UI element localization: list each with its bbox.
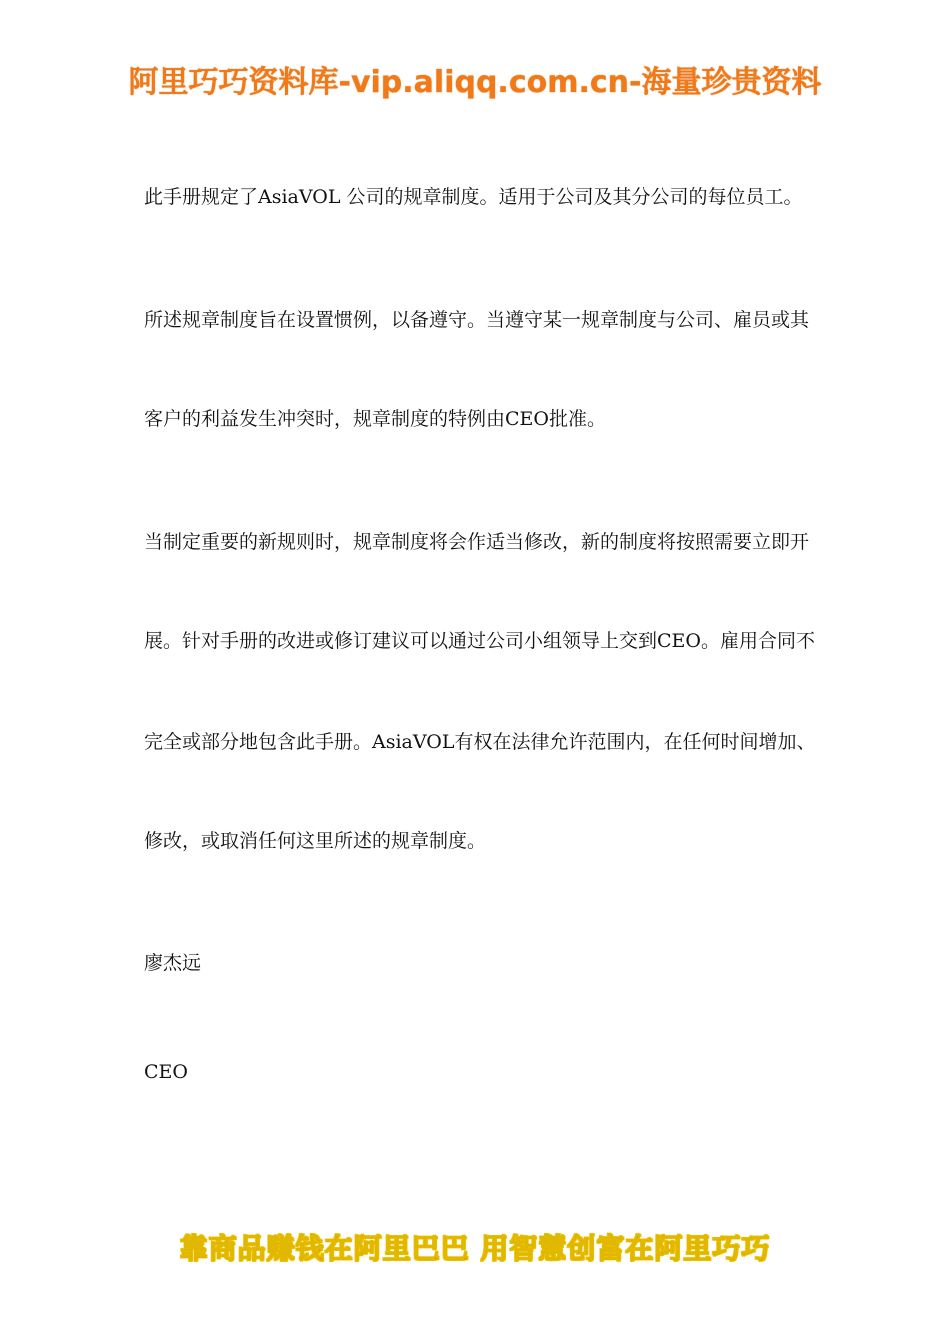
signature-name: 廖杰远 <box>144 952 202 974</box>
paragraph-line: 完全或部分地包含此手册。AsiaVOL有权在法律允许范围内，在任何时间增加、 <box>144 731 816 753</box>
paragraph-line: 客户的利益发生冲突时，规章制度的特例由CEO批准。 <box>144 408 606 430</box>
header-banner: 阿里巧巧资料库-vip.aliqq.com.cn-海量珍贵资料 <box>128 65 822 100</box>
paragraph-line: 当制定重要的新规则时，规章制度将会作适当修改，新的制度将按照需要立即开 <box>144 531 810 553</box>
paragraph-intro: 此手册规定了AsiaVOL 公司的规章制度。适用于公司及其分公司的每位员工。 <box>144 186 803 208</box>
paragraph-line: 所述规章制度旨在设置惯例，以备遵守。当遵守某一规章制度与公司、雇员或其 <box>144 309 810 331</box>
signature-title: CEO <box>144 1061 188 1083</box>
footer-slogan-banner: 靠商品赚钱在阿里巴巴 用智慧创富在阿里巧巧 <box>179 1232 771 1265</box>
paragraph-line: 展。针对手册的改进或修订建议可以通过公司小组领导上交到CEO。雇用合同不 <box>144 630 815 652</box>
paragraph-line: 修改，或取消任何这里所述的规章制度。 <box>144 830 487 852</box>
